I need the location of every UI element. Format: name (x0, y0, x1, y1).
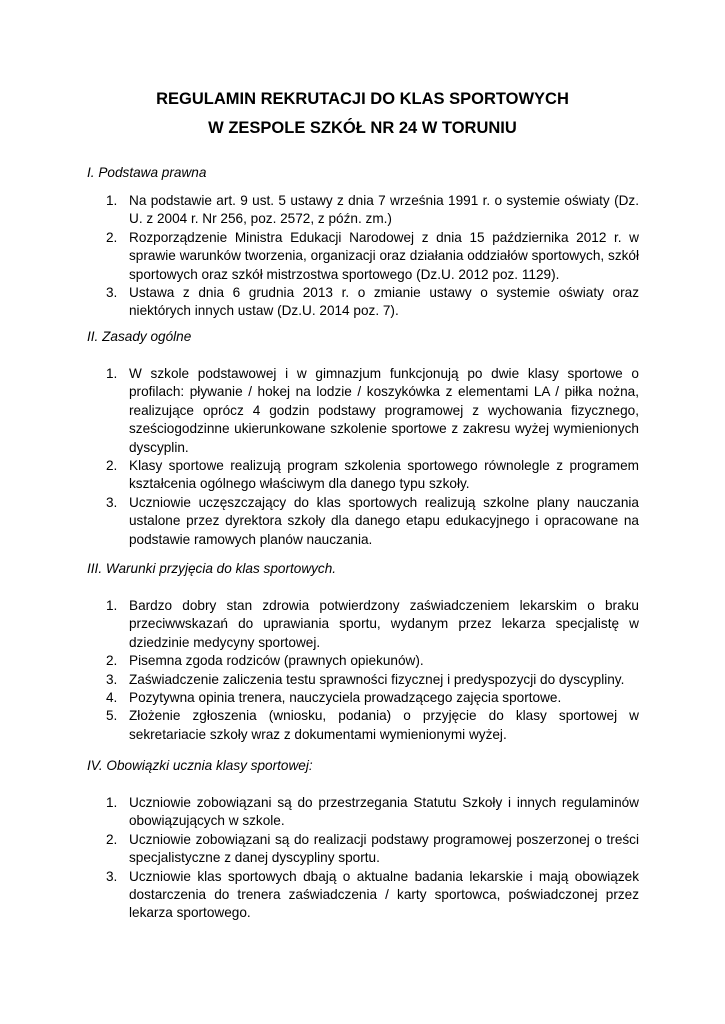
list-item-number: 5. (106, 708, 118, 724)
section-3-list (87, 597, 639, 744)
document-title-line2: W ZESPOLE SZKÓŁ NR 24 W TORUNIU (208, 119, 517, 137)
list-item-text: W szkole podstawowej i w gimnazjum funkcjonują po dwie klasy sportowe o profilach: pływanie / hokej na lodzie / koszykówka z elementami LA / piłka nożna, realizujące oprócz 4 godzin podstawy programowej z wychowania fizycznego, sześciogodzinne ukierunkowane szkolenie sportowe z zakresu wyżej wymienionych dyscyplin. (129, 366, 639, 455)
list-item (87, 794, 639, 831)
list-item (87, 365, 639, 457)
list-item (87, 652, 639, 670)
list-item (87, 597, 639, 652)
section-2-list (87, 365, 639, 549)
section-1-list (87, 192, 639, 321)
list-item-text: Rozporządzenie Ministra Edukacji Narodowej z dnia 15 października 2012 r. w sprawie warunków tworzenia, organizacji oraz działania oddziałów sportowych, szkół sportowych oraz szkół mistrzostwa sportowego (Dz.U. 2012 poz. 1129). (129, 229, 639, 282)
list-item (87, 689, 639, 707)
list-item-text: Ustawa z dnia 6 grudnia 2013 r. o zmianie ustawy o systemie oświaty oraz niektórych innych ustaw (Dz.U. 2014 poz. 7). (129, 285, 639, 319)
document-title-line1: REGULAMIN REKRUTACJI DO KLAS SPORTOWYCH (156, 90, 569, 108)
list-item-text: Bardzo dobry stan zdrowia potwierdzony zaświadczeniem lekarskim o braku przeciwwskazań do uprawiania sportu, wydanym przez lekarza specjalistę w dziedzinie medycyny sportowej. (129, 598, 639, 650)
list-item-text: Uczniowie uczęszczający do klas sportowych realizują szkolne plany nauczania ustalone przez dyrektora szkoły dla danego etapu edukacyjnego i opracowane na podstawie ramowych planów nauczania. (129, 494, 639, 547)
list-item-number: 1. (106, 795, 118, 810)
section-heading-2: II. Zasady ogólne (87, 329, 192, 344)
list-item-text: Klasy sportowe realizują program szkolenia sportowego równolegle z programem kształcenia ogólnego właściwym dla danego typu szkoły. (129, 458, 639, 492)
list-item-text: Uczniowie zobowiązani są do realizacji podstawy programowej poszerzonej o treści specjalistyczne z danej dyscypliny sportu. (129, 831, 639, 866)
list-item-text: Uczniowie klas sportowych dbają o aktualne badania lekarskie i mają obowiązek dostarczenia do trenera zaświadczenia / karty sportowca, poświadczonej przez lekarza sportowego. (129, 868, 639, 921)
list-item-number: 3. (106, 285, 118, 301)
section-heading-1: I. Podstawa prawna (87, 165, 207, 180)
list-item-number: 1. (106, 366, 118, 381)
section-heading-3: III. Warunki przyjęcia do klas sportowych. (87, 561, 337, 576)
section-4-list (87, 794, 639, 923)
section-heading-4: IV. Obowiązki ucznia klasy sportowej: (87, 758, 313, 773)
list-item-text: Pozytywna opinia trenera, nauczyciela prowadzącego zajęcia sportowe. (129, 690, 562, 706)
list-item (87, 494, 639, 549)
list-item (87, 868, 639, 923)
list-item (87, 284, 639, 321)
list-item (87, 457, 639, 494)
list-item-number: 2. (106, 831, 118, 847)
list-item-text: Uczniowie zobowiązani są do przestrzegania Statutu Szkoły i innych regulaminów obowiązujących w szkole. (129, 795, 639, 829)
list-item-number: 3. (106, 671, 118, 687)
list-item (87, 707, 639, 744)
list-item-number: 3. (106, 868, 118, 884)
list-item-text: Na podstawie art. 9 ust. 5 ustawy z dnia 7 września 1991 r. o systemie oświaty (Dz. U. z 2004 r. Nr 256, poz. 2572, z późn. zm.) (129, 193, 639, 227)
list-item (87, 831, 639, 868)
list-item-number: 3. (106, 494, 118, 510)
list-item-number: 1. (106, 193, 118, 208)
list-item-number: 2. (106, 653, 118, 669)
list-item (87, 229, 639, 284)
list-item-number: 2. (106, 229, 118, 245)
list-item-number: 2. (106, 458, 118, 474)
list-item-number: 4. (106, 690, 118, 706)
list-item-text: Zaświadczenie zaliczenia testu sprawności fizycznej i predyspozycji do dyscypliny. (129, 671, 625, 687)
list-item-text: Pisemna zgoda rodziców (prawnych opiekunów). (129, 653, 424, 669)
list-item-text: Złożenie zgłoszenia (wniosku, podania) o przyjęcie do klasy sportowej w sekretariacie szkoły wraz z dokumentami wymienionymi wyżej. (129, 708, 639, 742)
list-item (87, 671, 639, 689)
list-item-number: 1. (106, 598, 118, 613)
list-item (87, 192, 639, 229)
